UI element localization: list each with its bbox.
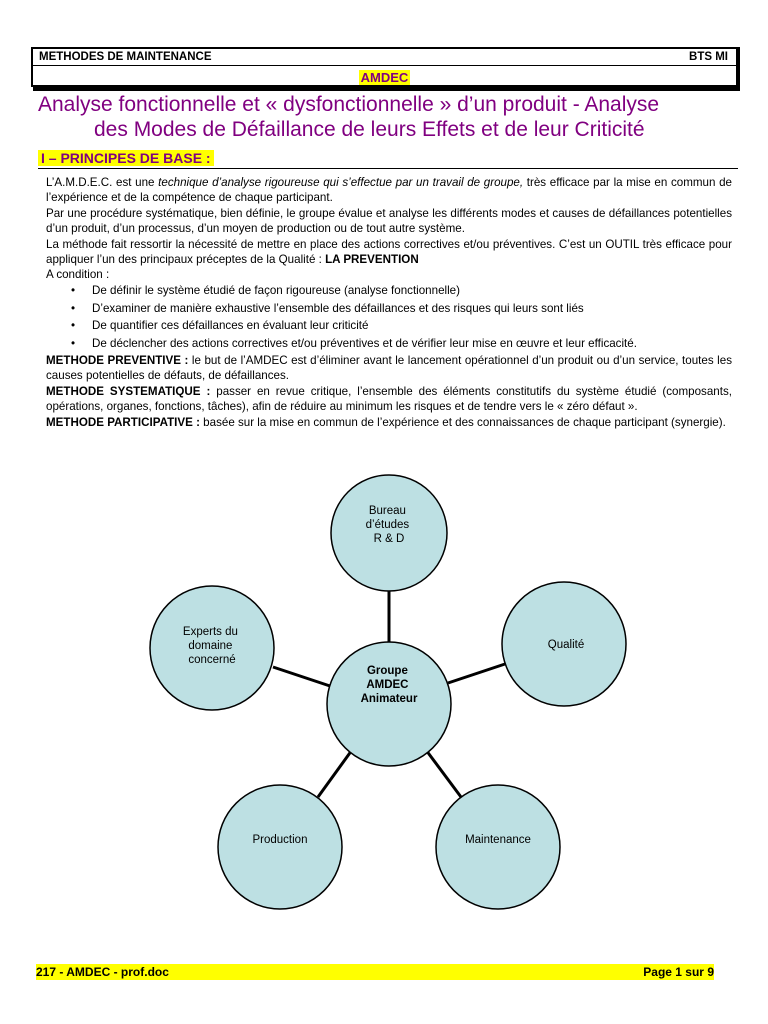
intro-text: très efficace par la mise en commun de l’expérience et de la compétence de chaque participant. [46, 176, 732, 204]
method-systematique [46, 385, 732, 415]
document-header [31, 47, 738, 87]
header-class-label: BTS MI [689, 51, 728, 63]
footer-filename: 217 - AMDEC - prof.doc [36, 965, 169, 979]
procedure-paragraph: Par une procédure systématique, bien définie, le groupe évalue et analyse les différents modes et causes de défaillances potentielles d’un produit, d’un processus, d’un moyen de production ou de tout autre système. [46, 206, 732, 235]
document-footer [36, 964, 714, 980]
method-description: basée sur la mise en commun de l’expérience et des connaissances de chaque participant (synergie). [199, 415, 726, 429]
condition-intro: A condition : [46, 268, 110, 282]
node-production [218, 785, 342, 909]
intro-paragraph [46, 176, 732, 206]
node-maintenance [436, 785, 560, 909]
prevention-emphasis: LA PREVENTION [325, 252, 419, 266]
header-subtitle-row [31, 69, 738, 87]
intro-text: L’A.M.D.E.C. est une [46, 176, 159, 189]
method-description: passer en revue critique, l’ensemble des éléments constitutifs du système étudié (composants, opérations, organes, fonctions, tâches), afin de réduire au minimum les risques et de tendre vers le « zéro défaut ». [46, 385, 732, 414]
section-rule [38, 168, 738, 169]
header-course-title: METHODES DE MAINTENANCE [39, 51, 212, 63]
title-line-1: Analyse fonctionnelle et « dysfonctionnelle » d’un produit - Analyse [38, 93, 660, 116]
header-top-cell [31, 47, 738, 66]
title-line-2: des Modes de Défaillance de leurs Effets et de leur Criticité [94, 118, 645, 141]
amdec-group-diagram [0, 470, 768, 940]
connector-line [426, 750, 461, 797]
method-label: METHODE PARTICIPATIVE : [46, 415, 200, 429]
node-production-label: Production [252, 834, 308, 846]
document-title [38, 92, 738, 142]
node-bureau-etudes-label: Bureau d’études R & D [365, 505, 410, 545]
method-label: METHODE SYSTEMATIQUE : [46, 385, 211, 399]
connector-line [318, 750, 352, 797]
list-item: • D’examiner de manière exhaustive l’ensemble des défaillances et des risques qui leurs sont liés [46, 302, 732, 317]
method-text: La méthode fait ressortir la nécessité de mettre en place des actions correctives et/ou préventives. C’est un OUTIL très efficace pour appliquer l’un des principaux préceptes de la Qualité : [46, 237, 732, 266]
center-node-label: Groupe AMDEC Animateur [360, 665, 418, 705]
page-number: Page 1 sur 9 [643, 965, 714, 979]
section-heading: I – PRINCIPES DE BASE : [38, 150, 214, 166]
header-shadow [33, 87, 740, 91]
method-preventive [46, 354, 732, 384]
document-body [46, 176, 732, 432]
list-item: • De déclencher des actions correctives et/ou préventives et de vérifier leur mise en œuvre et leur efficacité. [46, 337, 732, 352]
condition-list [46, 284, 732, 351]
method-participative [46, 416, 732, 431]
header-subtitle: AMDEC [360, 70, 409, 85]
node-maintenance-label: Maintenance [465, 834, 531, 846]
method-description: le but de l’AMDEC est d’éliminer avant le lancement opérationnel d’un produit ou d’un service, toutes les causes potentielles de défauts, de défaillances. [46, 354, 733, 383]
method-paragraph [46, 238, 732, 268]
method-label: METHODE PREVENTIVE : [46, 354, 189, 368]
list-item: • De définir le système étudié de façon rigoureuse (analyse fonctionnelle) [46, 284, 732, 299]
connector-line [448, 664, 505, 683]
intro-italic-text: technique d’analyse rigoureuse qui s’effectue par un travail de groupe, [158, 176, 524, 189]
connector-line [273, 667, 330, 686]
node-qualite-label: Qualité [547, 639, 585, 651]
node-experts-label: Experts du domaine concerné [182, 626, 238, 666]
list-item: • De quantifier ces défaillances en évaluant leur criticité [46, 319, 732, 334]
